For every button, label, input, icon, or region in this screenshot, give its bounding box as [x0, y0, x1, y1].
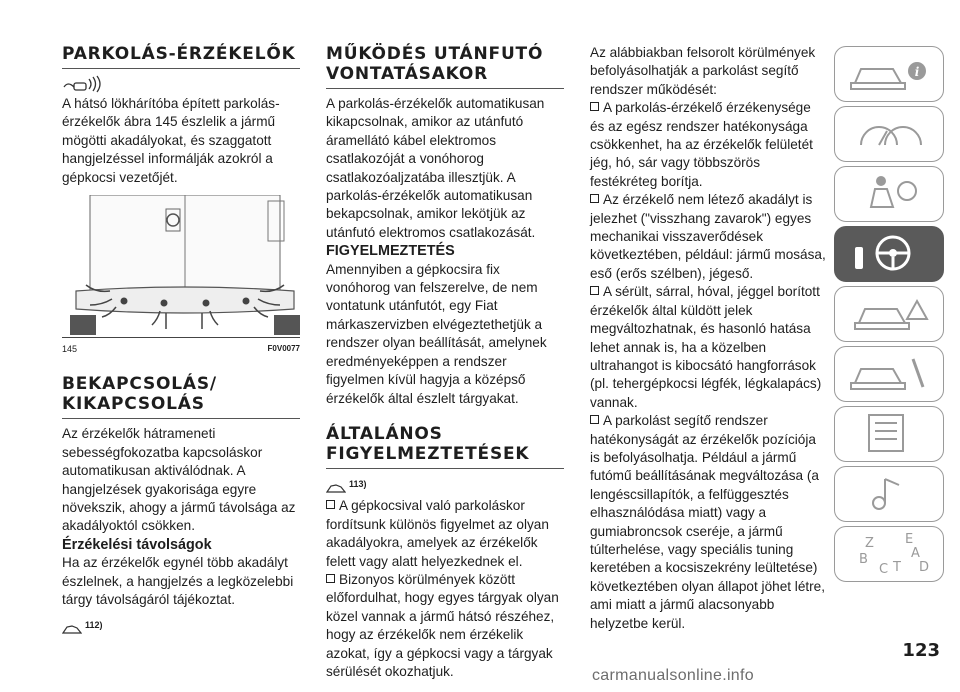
tab-maintenance[interactable]	[834, 346, 944, 402]
index-letter: D	[919, 560, 930, 575]
column-2	[326, 44, 564, 681]
column-1	[62, 44, 300, 638]
subheading-warning: FIGYELMEZTETÉS	[326, 243, 455, 260]
list-item: A sérült, sárral, hóval, jéggel borított érzékelők által küldött jelek megváltozhatnak, és hasonló hatása lehet annak is, ha a közelben ultrahangot is kibocsátó hangforrások (pl. tehergépkocsi légfék, légkalapács) vannak.	[590, 284, 822, 410]
car-wrench-icon	[835, 347, 941, 399]
watermark: carmanualsonline.info	[592, 667, 754, 684]
section-rule	[326, 88, 564, 89]
trailer-text: A parkolás-érzékelők automatikusan kikapcsolnak, amikor az utánfutó áramellátó kábel elektromos csatlakozóját a vonóhorog csatlakozóaljzatába illesztjük. A parkolás-érzékelők automatikusan bekapcsolnak, amikor lekötjük az utánfutó elektromos csatlakozását.	[326, 96, 545, 240]
page-title: PARKOLÁS-ÉRZÉKELŐK	[62, 44, 296, 64]
distances-text: Ha az érzékelők egynél több akadályt észlelnek, a hangjelzés a legközelebbi tárgy távolságáról tájékoztat.	[62, 555, 294, 608]
section-rule	[62, 418, 300, 419]
warning-hand-icon	[62, 622, 82, 634]
warning-ref	[326, 475, 564, 493]
section-rule	[326, 468, 564, 469]
tab-index[interactable]	[834, 526, 944, 582]
tab-technical-data[interactable]	[834, 406, 944, 462]
warning-text: Amennyiben a gépkocsira fix vonóhorog van felszerelve, de nem vontatunk utánfutót, egy Fiat márkaszervizben elvégeztethetjük a rendszer olyan beállítását, amelynek eredményeképpen a rendszer figyelmen kívül hagyja a középső érzékelők által észlelt tárgyakat.	[326, 261, 547, 406]
bullet-square-icon	[326, 574, 335, 583]
list-item: A parkolás-érzékelő érzékenysége és az egész rendszer hatékonysága csökkenhet, ha az érzékelők felületét jég, hó, sár vagy többszörös festékréteg borítja.	[590, 100, 813, 189]
figure-number: 145	[62, 344, 78, 355]
list-item: A parkolást segítő rendszer hatékonyságát az érzékelők pozíciója is befolyásolhatja. Például a jármű futómű beállításának megváltozása (a lengéscsillapítók, a felfüggesztés elhasználódása miatt) vagy a gumiabroncsok cseréje, a jármű túlterhelése, vagy speciális tuning keretében a kocsiszekrény leültetése) következtében olyan állapot jöhet létre, ami miatt a jármű alacsonyabb helyzetbe kerül.	[590, 413, 826, 631]
bullet-square-icon	[590, 286, 599, 295]
bullet-square-icon	[590, 194, 599, 203]
tab-emergency[interactable]	[834, 286, 944, 342]
section-title-general-warnings: ÁLTALÁNOS FIGYELMEZTETÉSEK	[326, 423, 530, 464]
warning-ref	[62, 616, 300, 634]
figure-caption	[62, 340, 300, 358]
section-title-trailer: MŰKÖDÉS UTÁNFUTÓ VONTATÁSAKOR	[326, 44, 544, 84]
dashboard-gauge-icon	[835, 107, 941, 159]
figure-rear-bumper-sensors	[62, 195, 300, 338]
airbag-safety-icon	[835, 167, 941, 219]
sensor-wave-icon	[62, 75, 300, 93]
figure-code: F0V0077	[267, 344, 300, 354]
list-item: Az érzékelő nem létező akadályt is jelezhet ("visszhang zavarok") egyes mechanikai visszaverődések következtében, például: jármű mosása, eső (erős szélben), jégeső.	[590, 192, 826, 281]
section-title-on-off: BEKAPCSOLÁS/ KIKAPCSOLÁS	[62, 374, 217, 415]
steering-wheel-key-icon	[835, 227, 941, 279]
subheading-distances: Érzékelési távolságok	[62, 536, 212, 553]
section-on-off-text: Az érzékelők hátrameneti sebességfokozatba kapcsoláskor automatikusan aktiválódnak. A hangjelzések gyakorisága egyre növekszik, ahogy a jármű távolsága az akadályoktól csökken.	[62, 426, 296, 534]
list-item: Bizonyos körülmények között előfordulhat, hogy egyes tárgyak olyan közel vannak a jármű hátsó részéhez, hogy az érzékelők nem érzékelik azokat, így a gépkocsi vagy a tárgyak sérülését okozhatjuk.	[326, 571, 559, 679]
list-item: A gépkocsival való parkoláskor fordítsunk különös figyelmet az olyan akadályokra, amelyek az érzékelők felett vagy alatt helyezkednek el.	[326, 498, 549, 569]
car-warning-icon	[835, 287, 941, 339]
bullet-square-icon	[590, 102, 599, 111]
index-letter: B	[859, 552, 868, 567]
tab-dashboard[interactable]	[834, 106, 944, 162]
intro-paragraph: A hátsó lökhárítóba épített parkolás-érzékelők ábra 145 észlelik a jármű mögötti akadályokat, és szaggatott hangjelzéssel informálják azokról a gépkocsi vezetőjét.	[62, 96, 280, 185]
warning-ref-number: 112)	[85, 619, 103, 630]
car-info-icon	[835, 47, 941, 99]
tab-starting-driving[interactable]	[834, 226, 944, 282]
warning-ref-number: 113)	[349, 478, 367, 489]
conditions-intro: Az alábbiakban felsorolt körülmények befolyásolhatják a parkolást segítő rendszer működését:	[590, 45, 816, 97]
column-3	[590, 44, 828, 633]
page-number: 123	[902, 640, 940, 661]
warning-hand-icon	[326, 481, 346, 493]
svg-text:i: i	[914, 65, 920, 79]
index-letter: Z	[865, 536, 874, 551]
title-rule	[62, 68, 300, 69]
bullet-square-icon	[590, 415, 599, 424]
tab-car-info[interactable]	[834, 46, 944, 102]
index-letter: A	[911, 546, 920, 561]
index-letter: T	[893, 560, 901, 575]
document-list-icon	[835, 407, 941, 459]
media-music-icon	[835, 467, 941, 519]
bullet-square-icon	[326, 500, 335, 509]
tab-multimedia[interactable]	[834, 466, 944, 522]
alphabet-index-icon	[835, 527, 941, 579]
index-letter: E	[905, 532, 914, 547]
tab-safety[interactable]	[834, 166, 944, 222]
index-letter: C	[879, 562, 889, 577]
